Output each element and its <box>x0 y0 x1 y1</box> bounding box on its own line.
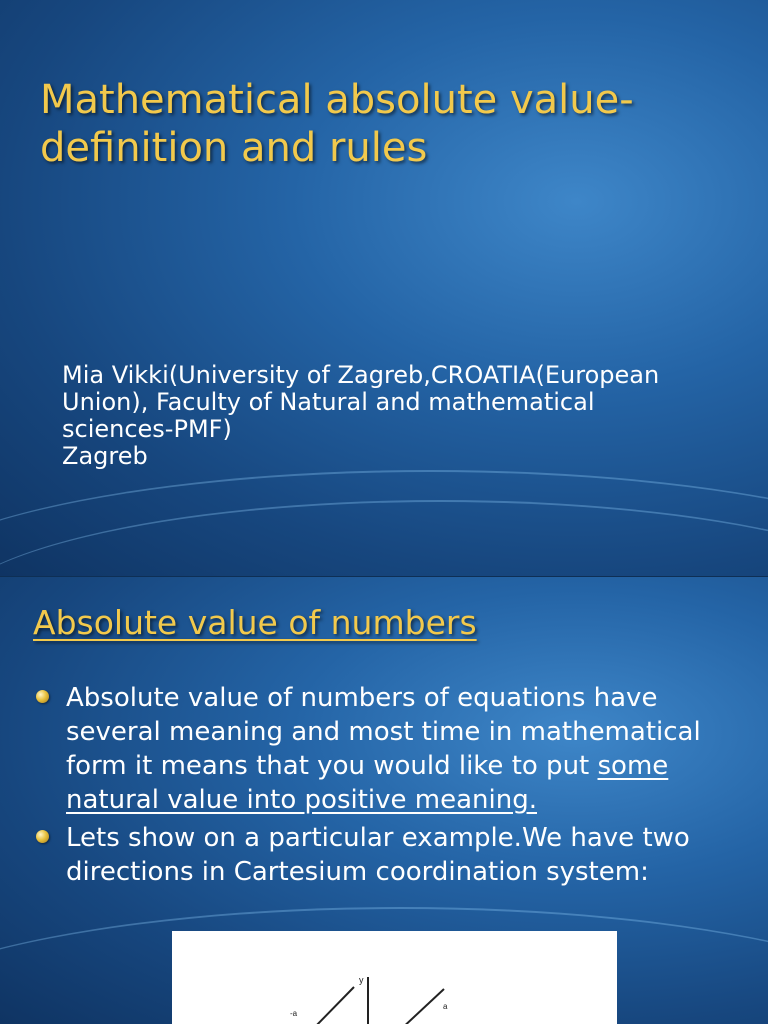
bullet-line: Lets show on a particular example.We have two <box>66 823 690 853</box>
subtitle-line: sciences-PMF) <box>62 415 232 443</box>
subtitle-line: Zagreb <box>62 442 148 470</box>
title-line: definition and rules <box>40 125 428 171</box>
hyperlink-text[interactable]: natural value into positive meaning. <box>66 785 537 815</box>
bullet-line: directions in Cartesium coordination system: <box>66 857 649 887</box>
slide-title: Absolute value of numbers <box>33 603 477 642</box>
line-positive-direction <box>399 989 444 1024</box>
bullet-line <box>66 749 748 783</box>
subtitle-line: Union), Faculty of Natural and mathematical <box>62 388 595 416</box>
author-affiliation <box>62 362 752 470</box>
title-line: Mathematical absolute value- <box>40 77 634 123</box>
negative-label: -a <box>290 1009 298 1018</box>
bullet-line: Absolute value of numbers of equations have <box>66 683 658 713</box>
y-axis-label: y <box>359 975 364 985</box>
bullet-line: several meaning and most time in mathematical <box>66 717 701 747</box>
slide-title <box>40 76 740 172</box>
bullet-list <box>0 681 768 893</box>
content-slide <box>0 577 768 1024</box>
bullet-item <box>0 681 768 817</box>
line-negative-direction <box>311 987 354 1024</box>
bullet-item <box>0 821 768 889</box>
positive-label: a <box>443 1002 448 1011</box>
subtitle-line: Mia Vikki(University of Zagreb,CROATIA(European <box>62 361 660 389</box>
bullet-text: form it means that you would like to put <box>66 751 598 781</box>
hyperlink-text[interactable]: some <box>597 751 669 781</box>
coordinate-diagram <box>172 931 617 1024</box>
bullet-line <box>66 783 748 817</box>
bullet-icon <box>36 690 49 703</box>
coordinate-figure <box>172 931 617 1024</box>
bullet-icon <box>36 830 49 843</box>
